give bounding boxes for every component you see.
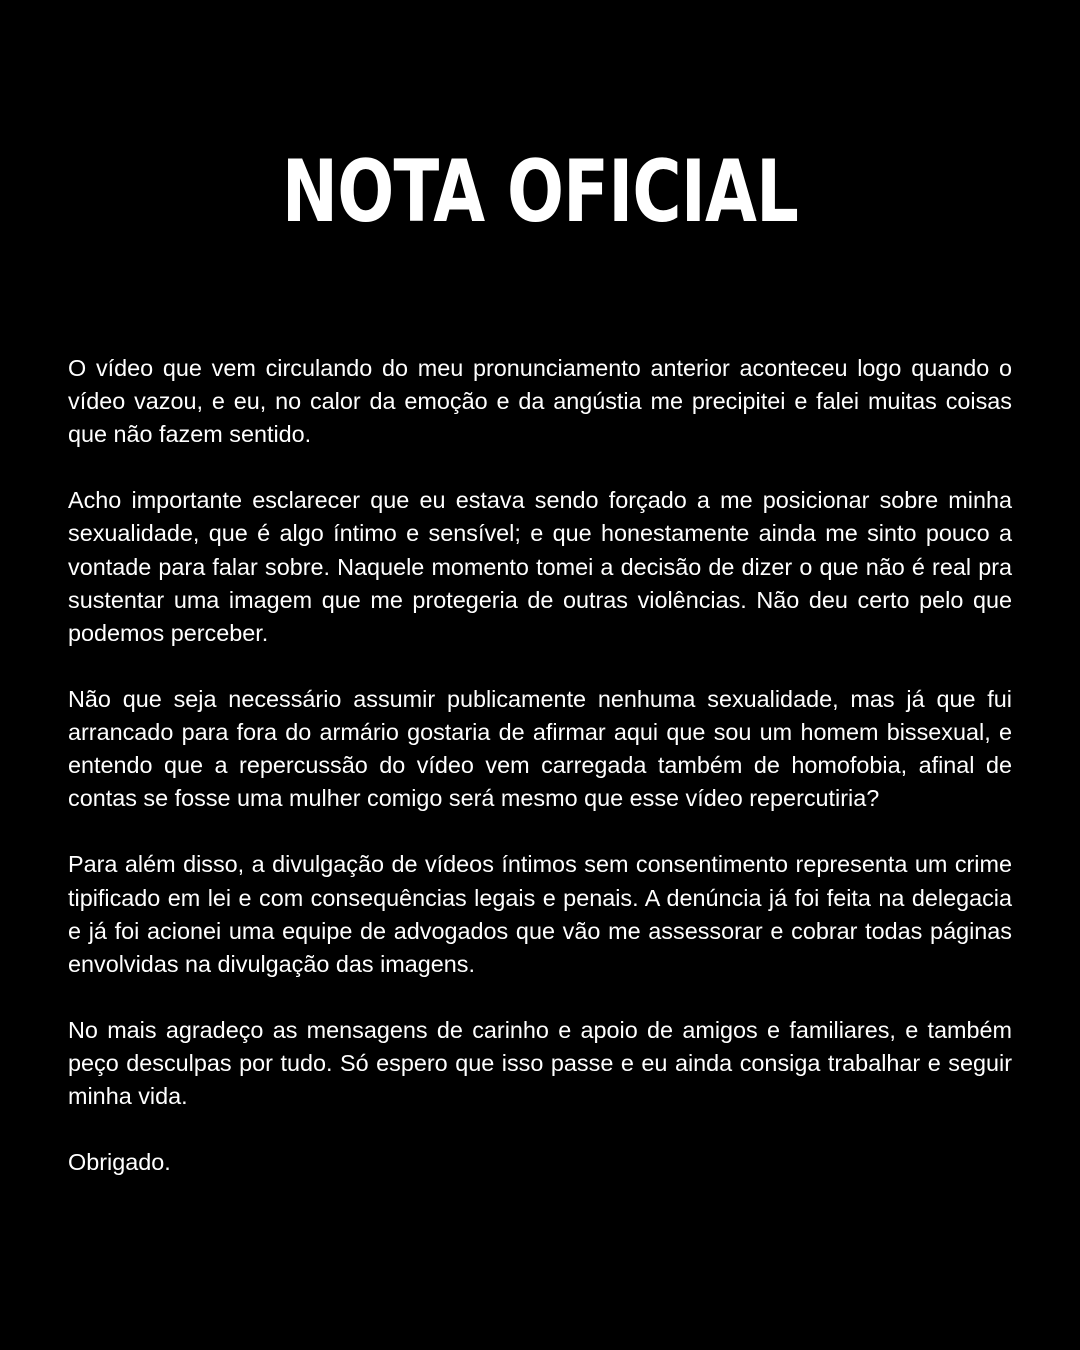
paragraph-2: Acho importante esclarecer que eu estava sendo forçado a me posicionar sobre minha sexualidade, que é algo íntimo e sensível; e que honestamente ainda me sinto pouco a vontade para falar sobre. Naquele momento tomei a decisão de dizer o que não é real pra sustentar uma imagem que me protegeria de outras violências. Não deu certo pelo que podemos perceber. [68,487,1012,646]
note-body [68,352,1012,1179]
paragraph-4: Para além disso, a divulgação de vídeos íntimos sem consentimento representa um crime tipificado em lei e com consequências legais e penais. A denúncia já foi feita na delegacia e já foi acionei uma equipe de advogados que vão me assessorar e cobrar todas páginas envolvidas na divulgação das imagens. [68,851,1012,977]
paragraph-1: O vídeo que vem circulando do meu pronunciamento anterior aconteceu logo quando o vídeo vazou, e eu, no calor da emoção e da angústia me precipitei e falei muitas coisas que não fazem sentido. [68,355,1012,448]
page-title: NOTA OFICIAL [281,142,799,242]
paragraph-5: No mais agradeço as mensagens de carinho e apoio de amigos e familiares, e também peço desculpas por tudo. Só espero que isso passe e eu ainda consiga trabalhar e seguir minha vida. [68,1016,1012,1110]
closing-line: Obrigado. [68,1149,171,1176]
paragraph-3: Não que seja necessário assumir publicamente nenhuma sexualidade, mas já que fui arrancado para fora do armário gostaria de afirmar aqui que sou um homem bissexual, e entendo que a repercussão do vídeo vem carregada também de homofobia, afinal de contas se fosse uma mulher comigo será mesmo que esse vídeo repercutiria? [68,685,1012,812]
